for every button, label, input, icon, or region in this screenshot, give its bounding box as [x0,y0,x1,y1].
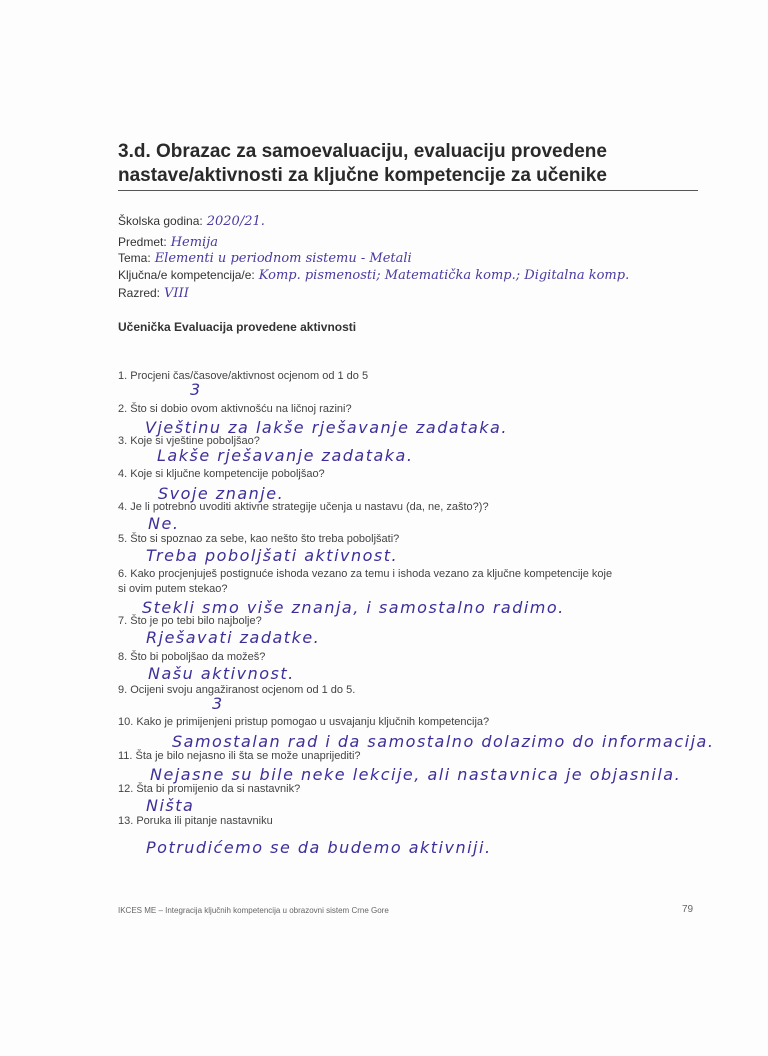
grade-row [118,286,189,301]
answer-12: Ništa [146,796,195,815]
answer-9: 3 [212,694,224,713]
question-13: 13. Poruka ili pitanje nastavniku [118,815,273,827]
answer-6: Stekli smo više znanja, i samostalno radimo. [142,598,565,617]
answer-2: Vještinu za lakše rješavanje zadataka. [145,418,508,437]
question-6-continued: si ovim putem stekao? [118,583,228,595]
subject-value: Hemija [170,235,218,250]
answer-11: Nejasne su bile neke lekcije, ali nastavnica je objasnila. [150,765,682,784]
section-title: Učenička Evaluacija provedene aktivnosti [118,320,357,334]
question-6: 6. Kako procjenjuješ postignuće ishoda vezano za temu i ishoda vezano za ključne kompetencije koje [118,568,613,580]
subject-row [118,235,218,250]
question-2: 2. Što si dobio ovom aktivnošću na ličnoj razini? [118,403,352,415]
title-line-2: nastave/aktivnosti za ključne kompetencije za učenike [118,165,607,186]
footer-text: IKCES ME – Integracija ključnih kompetencija u obrazovni sistem Crne Gore [118,906,389,915]
competencies-label: Ključna/e kompetencija/e: [118,268,255,282]
answer-3: Lakše rješavanje zadataka. [157,446,414,465]
question-8: 8. Što bi poboljšao da možeš? [118,651,266,663]
grade-label: Razred: [118,286,161,300]
grade-value: VIII [164,286,189,301]
answer-10: Samostalan rad i da samostalno dolazimo do informacija. [172,732,715,751]
question-3: 3. Koje si vještine poboljšao? [118,435,260,447]
school-year-value: 2020/21. [206,214,265,229]
topic-value: Elementi u periodnom sistemu - Metali [154,251,412,266]
answer-5: Treba poboljšati aktivnost. [146,546,399,565]
answer-8: Našu aktivnost. [148,664,295,683]
question-1: 1. Procjeni čas/časove/aktivnost ocjenom od 1 do 5 [118,370,369,382]
school-year-label: Školska godina: [118,214,203,228]
question-9: 9. Ocijeni svoju angažiranost ocjenom od 1 do 5. [118,684,356,696]
school-year-row [118,214,265,229]
answer-1: 3 [190,380,202,399]
title-divider [118,190,698,191]
answer-4b: Ne. [148,514,180,533]
question-7: 7. Što je po tebi bilo najbolje? [118,615,262,627]
competencies-row [118,268,629,283]
page-number: 79 [682,904,694,915]
page-title [118,140,708,188]
question-4: 4. Koje si ključne kompetencije poboljšao? [118,468,325,480]
question-10: 10. Kako je primijenjeni pristup pomogao u usvajanju ključnih kompetencija? [118,716,490,728]
answer-13: Potrudićemo se da budemo aktivniji. [146,838,492,857]
answer-7: Rješavati zadatke. [146,628,321,647]
topic-label: Tema: [118,251,151,265]
answer-4: Svoje znanje. [158,484,285,503]
question-11: 11. Šta je bilo nejasno ili šta se može unaprijediti? [118,750,361,762]
question-12: 12. Šta bi promijenio da si nastavnik? [118,783,301,795]
topic-row [118,251,412,266]
title-line-1: 3.d. Obrazac za samoevaluaciju, evaluaciju provedene [118,141,607,162]
competencies-value: Komp. pismenosti; Matematička komp.; Digitalna komp. [258,268,630,283]
question-5: 5. Što si spoznao za sebe, kao nešto što treba poboljšati? [118,533,400,545]
question-4b: 4. Je li potrebno uvoditi aktivne strategije učenja u nastavu (da, ne, zašto?)? [118,501,489,513]
subject-label: Predmet: [118,235,167,249]
